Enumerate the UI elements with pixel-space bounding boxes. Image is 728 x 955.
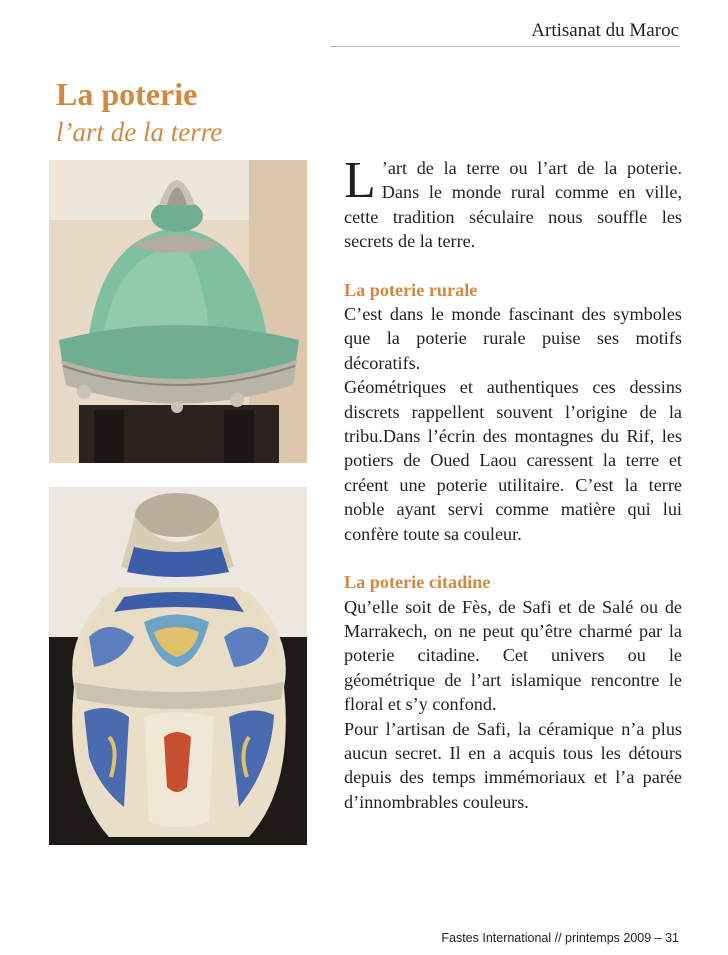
rural-paragraph-1: C’est dans le monde fascinant des symboles que la poterie rurale puise ses motifs décoratifs. [344, 304, 682, 373]
citadine-paragraph-1: Qu’elle soit de Fès, de Safi et de Salé ou de Marrakech, on ne peut qu’être charmé par la poterie citadine. Cet univers ou le géométrique de l’art islamique rencontre le floral et s’y confond. [344, 596, 682, 715]
article-body [344, 152, 682, 814]
page-subtitle: l’art de la terre [56, 117, 223, 147]
intro-body: Dans le monde rural comme en ville, cette tradition séculaire nous souffle les secrets de la terre. [344, 182, 682, 252]
intro-paragraph [344, 152, 682, 254]
rural-paragraph-2: Géométriques et authentiques ces dessins discrets rappellent souvent l’origine de la tribu.Dans l’écrin des montagnes du Rif, les potiers de Oued Laou caressent la terre et créent une poterie utilitaire. C’est la terre noble ayant servi comme matière qui lui confère toute sa couleur. [344, 377, 682, 544]
section-header: Artisanat du Maroc [531, 20, 679, 41]
green-pot-photo [49, 160, 307, 463]
intro-lead: ’art de la terre ou l’art de la poterie. [381, 158, 682, 178]
citadine-paragraph-2: Pour l’artisan de Safi, la céramique n’a plus aucun secret. Il en a acquis tous les détours depuis des temps immémoriaux et l’a parée d’innombrables couleurs. [344, 718, 682, 812]
blue-ceramic-photo [49, 487, 307, 845]
drop-cap: L [344, 152, 376, 209]
page-footer: Fastes International // printemps 2009 – 31 [441, 931, 679, 945]
section-heading-rural: La poterie rurale [344, 279, 478, 300]
section-heading-citadine: La poterie citadine [344, 572, 491, 593]
header-divider [330, 46, 680, 47]
page-title: La poterie [56, 76, 198, 112]
